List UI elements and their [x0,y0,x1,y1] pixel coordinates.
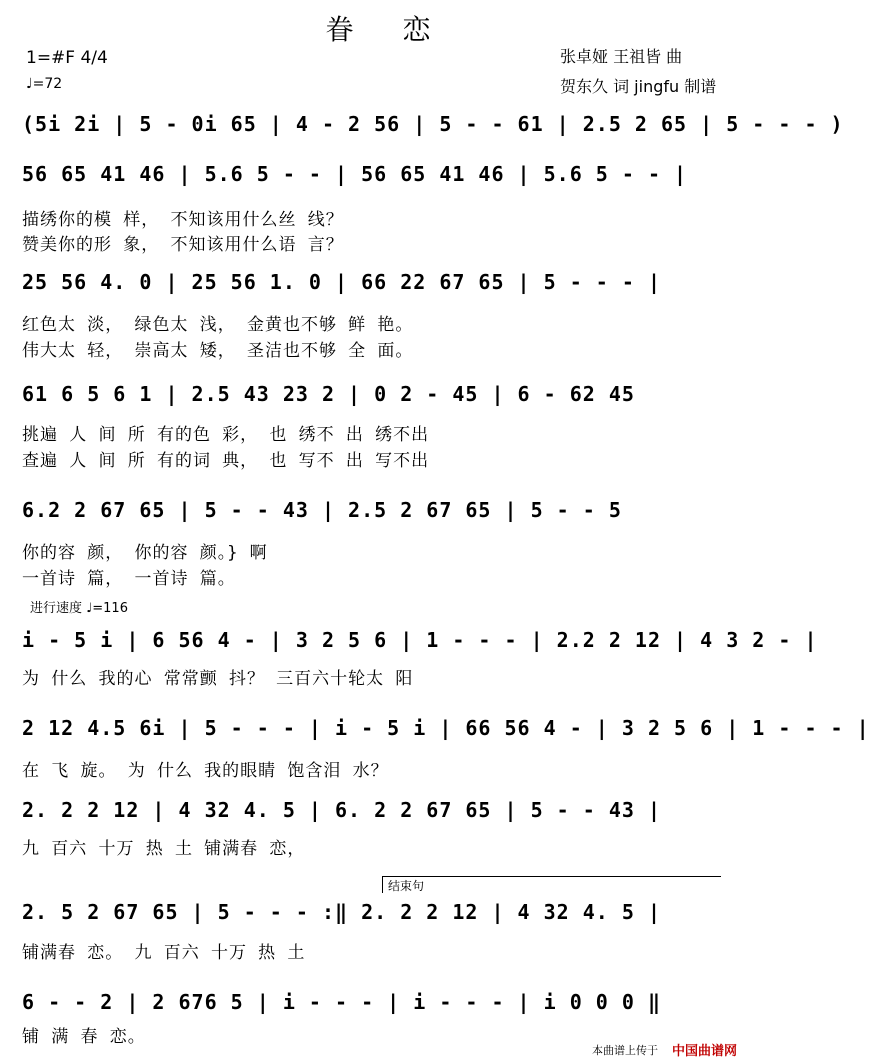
lyric-line: 红色太 淡， 绿色太 浅， 金黄也不够 鲜 艳。 [22,315,414,335]
site-logo: 中国曲谱网 [672,1044,738,1059]
lyric-line: 铺满春 恋。 九 百六 十万 热 土 [22,943,306,963]
lyric-line: 赞美你的形 象， 不知该用什么语 言？ [22,235,344,255]
notation-text: i - 5 i | 6 56 4 - | 3 2 5 6 | 1 - - - | 2.2 2 12 | 4 3 2 - | [22,628,818,652]
staff-row-5 [22,624,818,658]
staff-row-7 [22,794,752,828]
lyric-line: 伟大太 轻， 崇高太 矮， 圣洁也不够 全 面。 [22,341,414,361]
notation-text: 2. 2 2 12 | 4 32 4. 5 | 6. 2 2 67 65 | 5 - - 43 | [22,798,662,822]
lyric-line: 一首诗 篇， 一首诗 篇。 [22,569,236,589]
key-signature: 1=#F 4/4 [26,48,108,68]
page-title: 眷 恋 [325,13,451,46]
composer-credit: 张卓娅 王祖皆 曲 [560,47,683,66]
lyric-line: 为 什么 我的心 常常颤 抖？ 三百六十轮太 阳 [22,669,414,689]
ending-bracket [382,876,721,893]
notation-text: 61 6 5 6 1 | 2.5 43 23 2 | 0 2 - 45 | 6 - 62 45 [22,382,635,406]
ending-label: 结束句 [388,879,425,893]
notation-text: 2. 5 2 67 65 | 5 - - - :‖ 2. 2 2 12 | 4 32 4. 5 | [22,900,662,924]
lyric-line: 描绣你的模 样， 不知该用什么丝 线？ [22,210,344,230]
lyric-line: 铺 满 春 恋。 [22,1027,146,1047]
lyric-line: 九 百六 十万 热 土 铺满春 恋， [22,839,306,859]
lyric-line: 挑遍 人 间 所 有的色 彩， 也 绣不 出 绣不出 [22,425,430,445]
staff-row-6 [22,712,870,746]
notation-text: 2 12 4.5 6i | 5 - - - | i - 5 i | 66 56 4 - | 3 2 5 6 | 1 - - - | [22,716,870,740]
footer-text: 本曲谱上传于 [592,1044,658,1057]
staff-row-3 [22,378,752,412]
lyric-line: 你的容 颜， 你的容 颜。} 啊 [22,543,268,563]
notation-text: 25 56 4. 0 | 25 56 1. 0 | 66 22 67 65 | 5 - - - | [22,270,662,294]
staff-row-4 [22,494,752,528]
staff-row-9 [22,986,752,1020]
lyric-line: 在 飞 旋。 为 什么 我的眼睛 饱含泪 水？ [22,761,389,781]
tempo-initial: ♩=72 [26,76,63,92]
notation-text: 6 - - 2 | 2 676 5 | i - - - | i - - - | i 0 0 0 ‖ [22,990,662,1014]
lyricist-credit: 贺东久 词 jingfu 制谱 [560,77,717,96]
notation-text: 6.2 2 67 65 | 5 - - 43 | 2.5 2 67 65 | 5 - - 5 [22,498,622,522]
notation-text: 56 65 41 46 | 5.6 5 - - | 56 65 41 46 | 5.6 5 - - | [22,162,688,186]
lyric-line: 查遍 人 间 所 有的词 典， 也 写不 出 写不出 [22,451,430,471]
staff-row-intro [22,108,844,142]
staff-row-1 [22,158,752,192]
tempo-change: 进行速度 ♩=116 [30,601,128,616]
notation-text: (5i 2i | 5 - 0i 65 | 4 - 2 56 | 5 - - 61 | 2.5 2 65 | 5 - - - ) [22,112,844,136]
staff-row-8 [22,896,752,930]
staff-row-2 [22,266,752,300]
